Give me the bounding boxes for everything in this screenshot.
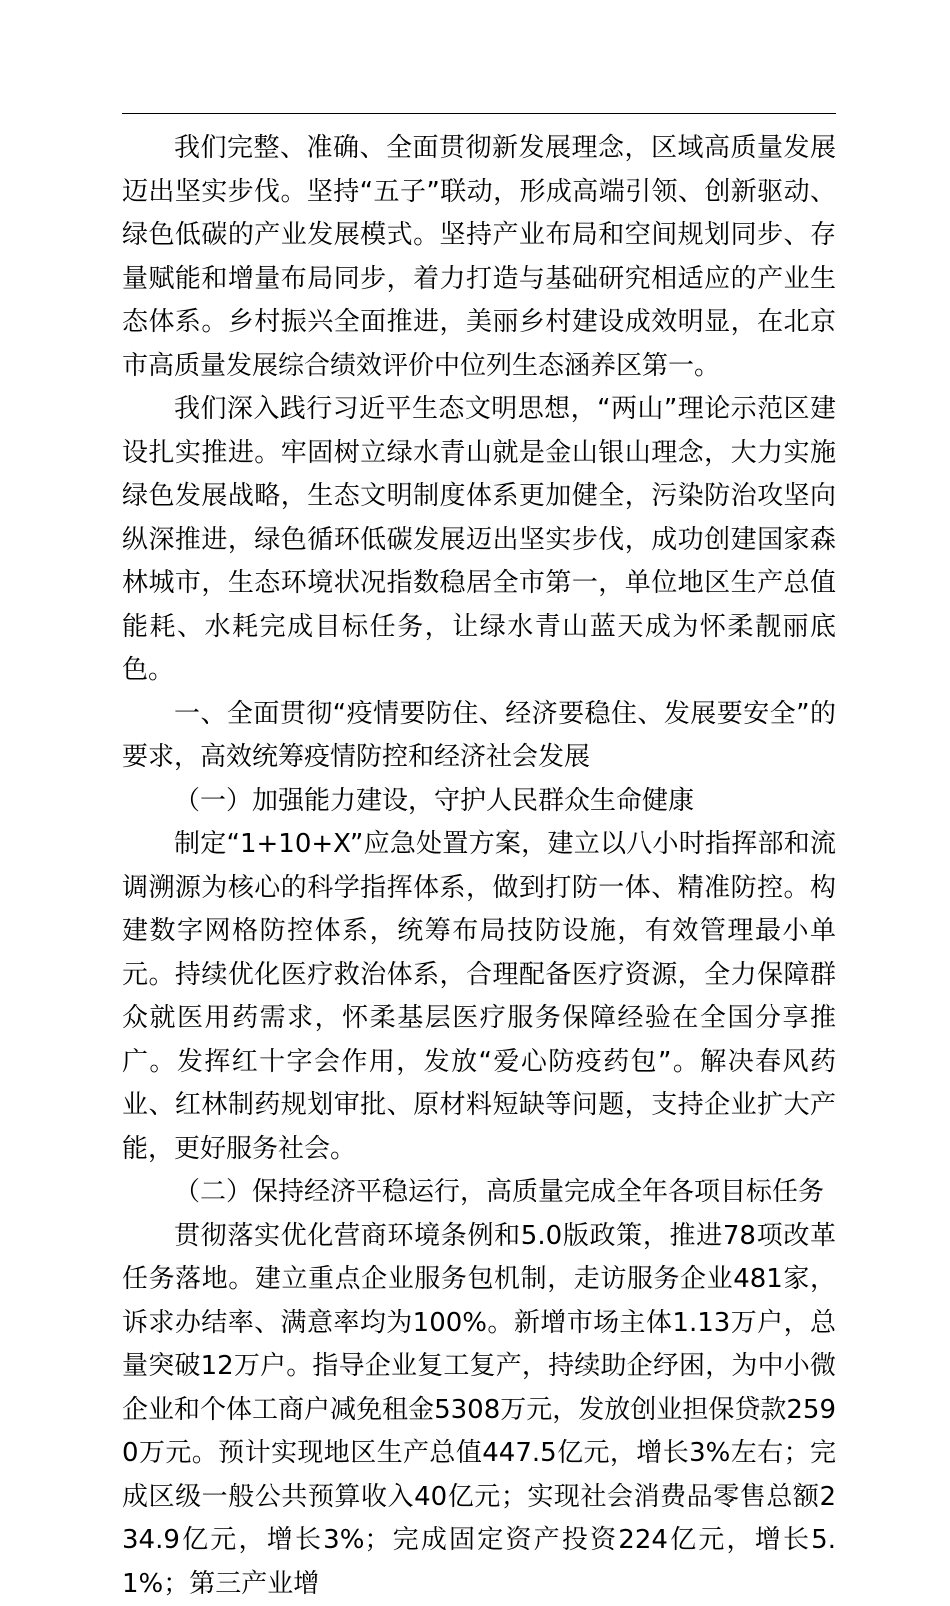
paragraph-ecology: 我们深入践行习近平生态文明思想，“两山”理论示范区建设扎实推进。牢固树立绿水青山就是金山银山理念，大力实施绿色发展战略，生态文明制度体系更加健全，污染防治攻坚向纵深推进，绿色循环低碳发展迈出坚实步伐，成功创建国家森林城市，生态环境状况指数稳居全市第一，单位地区生产总值能耗、水耗完成目标任务，让绿水青山蓝天成为怀柔靓丽底色。 [122, 388, 836, 693]
paragraph-economy: 贯彻落实优化营商环境条例和5.0版政策，推进78项改革任务落地。建立重点企业服务包机制，走访服务企业481家，诉求办结率、满意率均为100%。新增市场主体1.13万户，总量突破12万户。指导企业复工复产，持续助企纾困，为中小微企业和个体工商户减免租金5308万元，发放创业担保贷款2590万元。预计实现地区生产总值447.5亿元，增长3%左右；完成区级一般公共预算收入40亿元；实现社会消费品零售总额234.9亿元，增长3%；完成固定资产投资224亿元，增长5.1%；第三产业增 [122, 1215, 836, 1606]
paragraph-development: 我们完整、准确、全面贯彻新发展理念，区域高质量发展迈出坚实步伐。坚持“五子”联动，形成高端引领、创新驱动、绿色低碳的产业发展模式。坚持产业布局和空间规划同步、存量赋能和增量布局同步，着力打造与基础研究相适应的产业生态体系。乡村振兴全面推进，美丽乡村建设成效明显，在北京市高质量发展综合绩效评价中位列生态涵养区第一。 [122, 127, 836, 388]
header-rule [122, 113, 836, 114]
document-body [122, 127, 836, 1606]
subsection-heading-2: （二）保持经济平稳运行，高质量完成全年各项目标任务 [122, 1171, 836, 1215]
paragraph-epidemic-control: 制定“1+10+X”应急处置方案，建立以八小时指挥部和流调溯源为核心的科学指挥体系，做到打防一体、精准防控。构建数字网格防控体系，统筹布局技防设施，有效管理最小单元。持续优化医疗救治体系，合理配备医疗资源，全力保障群众就医用药需求，怀柔基层医疗服务保障经验在全国分享推广。发挥红十字会作用，发放“爱心防疫药包”。解决春风药业、红林制药规划审批、原材料短缺等问题，支持企业扩大产能，更好服务社会。 [122, 823, 836, 1171]
subsection-heading-1: （一）加强能力建设，守护人民群众生命健康 [122, 780, 836, 824]
section-heading-1: 一、全面贯彻“疫情要防住、经济要稳住、发展要安全”的要求，高效统筹疫情防控和经济社会发展 [122, 693, 836, 780]
